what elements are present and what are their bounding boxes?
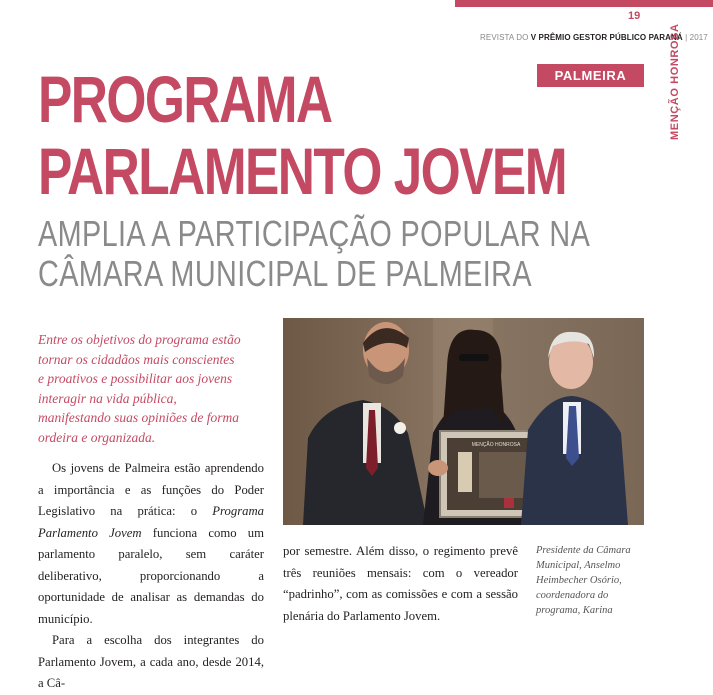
program-name-emphasis: Programa Parlamento Jovem — [38, 504, 264, 540]
article-title-line2: PARLAMENTO JOVEM — [38, 134, 567, 208]
page-number: 19 — [628, 10, 641, 22]
running-header-prefix: REVISTA DO — [480, 33, 529, 42]
lead-line: manifestando suas opiniões de forma — [38, 410, 239, 425]
photo-caption: Presidente da Câmara Municipal, Anselmo Heimbecher Osório, coordenadora do programa, Karina — [536, 545, 631, 616]
body-paragraph — [38, 458, 264, 630]
article-subtitle — [38, 214, 590, 294]
body-column-1 — [38, 458, 264, 695]
lead-line: Entre os objetivos do programa estão — [38, 332, 241, 347]
article-subtitle-line2: CÂMARA MUNICIPAL DE PALMEIRA — [38, 253, 532, 294]
running-header-year: 2017 — [689, 33, 708, 42]
certificate-heading: MENÇÃO HONROSA — [471, 442, 521, 448]
lead-line: ordeira e organizada. — [38, 429, 156, 445]
lead-line: e proativos e possibilitar aos jovens — [38, 371, 233, 386]
section-label-vertical: MENÇÃO HONROSA — [669, 23, 681, 140]
running-header-title: V PRÊMIO GESTOR PÚBLICO PARANÁ — [530, 33, 683, 42]
award-photo — [283, 318, 644, 525]
body-text: funciona como um parlamento paralelo, sem caráter deliberativo, proporcionando a oportunidade de analisar as demandas do município. — [38, 525, 264, 626]
body-text: Os jovens de Palmeira estão aprendendo a importância e as funções do Poder Legislativo na prática: o — [38, 461, 264, 518]
article-title — [38, 62, 567, 208]
award-photo-illustration — [283, 318, 644, 525]
top-accent-bar — [455, 0, 713, 7]
body-paragraph: Para a escolha dos integrantes do Parlamento Jovem, a cada ano, desde 2014, a Câ- — [38, 633, 264, 690]
body-column-2 — [283, 541, 518, 627]
lead-paragraph — [38, 330, 268, 447]
body-paragraph: por semestre. Além disso, o regimento prevê três reuniões mensais: com o vereador “padrinho”, com as comissões e com a sessão plenária do Parlamento Jovem. — [283, 544, 518, 623]
article-title-line1: PROGRAMA — [38, 62, 332, 136]
running-header-separator: | — [685, 33, 688, 42]
lead-line: tornar os cidadãos mais conscientes — [38, 351, 235, 367]
article-subtitle-line1: AMPLIA A PARTICIPAÇÃO POPULAR NA — [38, 213, 591, 254]
city-badge: PALMEIRA — [537, 64, 644, 87]
lead-line: interagir na vida pública, — [38, 390, 177, 406]
